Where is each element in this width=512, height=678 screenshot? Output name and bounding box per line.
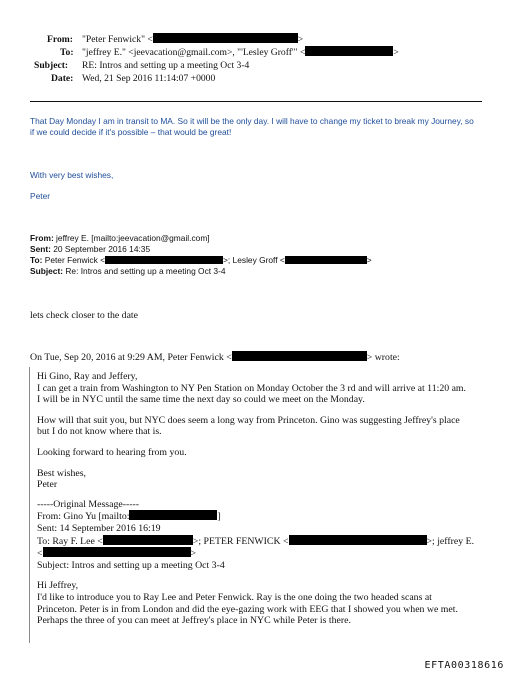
header-divider [30, 101, 482, 102]
reply-closing: With very best wishes, [30, 170, 114, 180]
date-label: Date: [51, 73, 74, 84]
orig-to-row: To: Ray F. Lee < >; PETER FENWICK < >; jeffrey E. [37, 535, 475, 547]
fwd-from-row: From: jeffrey E. [mailto:jeevacation@gmail.com] [30, 233, 210, 243]
quoted-signature: Peter [37, 479, 58, 491]
redaction-bar [232, 351, 367, 361]
quoted-p1-line1: I can get a train from Washington to NY Pen Station on Monday October the 3 rd and will arrive at 11:20 am. [37, 382, 466, 394]
subject-value: RE: Intros and setting up a meeting Oct 3-4 [82, 60, 250, 71]
header-from-row [34, 33, 484, 46]
to-value: "jeffrey E." <jeevacation@gmail.com>, "'Lesley Groff'" < > [82, 47, 399, 58]
to-label: To: [60, 47, 74, 58]
orig-sent-row: Sent: 14 September 2016 16:19 [37, 522, 161, 534]
quoted-message [37, 371, 474, 627]
from-label: From: [47, 34, 73, 45]
redaction-bar [43, 547, 191, 557]
fwd-subject-row: Subject: Re: Intros and setting up a meeting Oct 3-4 [30, 266, 226, 276]
email-header-top [34, 33, 484, 85]
quoted-greeting: Hi Gino, Ray and Jeffery, [37, 371, 138, 382]
from-value: "Peter Fenwick" < > [82, 34, 304, 45]
forward-header [30, 233, 372, 277]
orig-from-row: From: Gino Yu [mailto: ] [37, 511, 221, 523]
gino-greeting: Hi Jeffrey, [37, 580, 79, 592]
fwd-sent-row: Sent: 20 September 2016 14:35 [30, 244, 151, 254]
header-subject-row [34, 59, 484, 72]
reply-body [30, 116, 474, 138]
redaction-bar [105, 256, 223, 264]
jeffrey-reply: lets check closer to the date [30, 310, 138, 321]
quoted-p3: Looking forward to hearing from you. [37, 446, 187, 458]
redaction-bar [285, 256, 367, 264]
quote-intro: On Tue, Sep 20, 2016 at 9:29 AM, Peter Fenwick < > wrote: [30, 352, 400, 363]
header-to-row [34, 46, 484, 59]
original-message-marker: -----Original Message----- [37, 498, 140, 510]
header-date-row [34, 72, 484, 85]
date-value: Wed, 21 Sep 2016 11:14:07 +0000 [82, 73, 216, 84]
subject-label: Subject: [34, 60, 69, 71]
gino-line-3: Perhaps the three of you can meet at Jeffrey's place in NYC while Peter is there. [37, 615, 351, 627]
gino-line-1: I'd like to introduce you to Ray Lee and Peter Fenwick. Ray is the one doing the two headed scans at [37, 591, 432, 603]
reply-line-2: if we could decide if it's possible – that would be great! [30, 127, 232, 137]
redaction-bar [289, 535, 427, 545]
document-id: EFTA00318616 [424, 660, 504, 671]
gino-line-2: Princeton. Peter is in from London and did the eye-gazing work with EEG that I showed you when we met. [37, 603, 458, 615]
redaction-bar [153, 33, 298, 43]
redaction-bar [129, 510, 217, 520]
orig-subject-row: Subject: Intros and setting up a meeting Oct 3-4 [37, 559, 225, 571]
redaction-bar [103, 535, 193, 545]
quoted-p2-line2: but I do not know where that is. [37, 426, 162, 438]
reply-line-1: That Day Monday I am in transit to MA. So it will be the only day. I will have to change my ticket to break my Journey, so [30, 116, 474, 126]
fwd-to-row: To: Peter Fenwick < >; Lesley Groff < > [30, 255, 372, 265]
redaction-bar [305, 46, 393, 56]
orig-to-row-2: < > [37, 548, 197, 560]
quoted-closing: Best wishes, [37, 467, 86, 479]
reply-signature: Peter [30, 191, 51, 201]
quote-bar [29, 367, 30, 643]
quoted-p1-line2: I will be in NYC until the same time the next day so could we meet on the Monday. [37, 394, 365, 406]
quoted-p2-line1: How will that suit you, but NYC does seem a long way from Princeton. Gino was suggesting Jeffrey's place [37, 414, 460, 426]
